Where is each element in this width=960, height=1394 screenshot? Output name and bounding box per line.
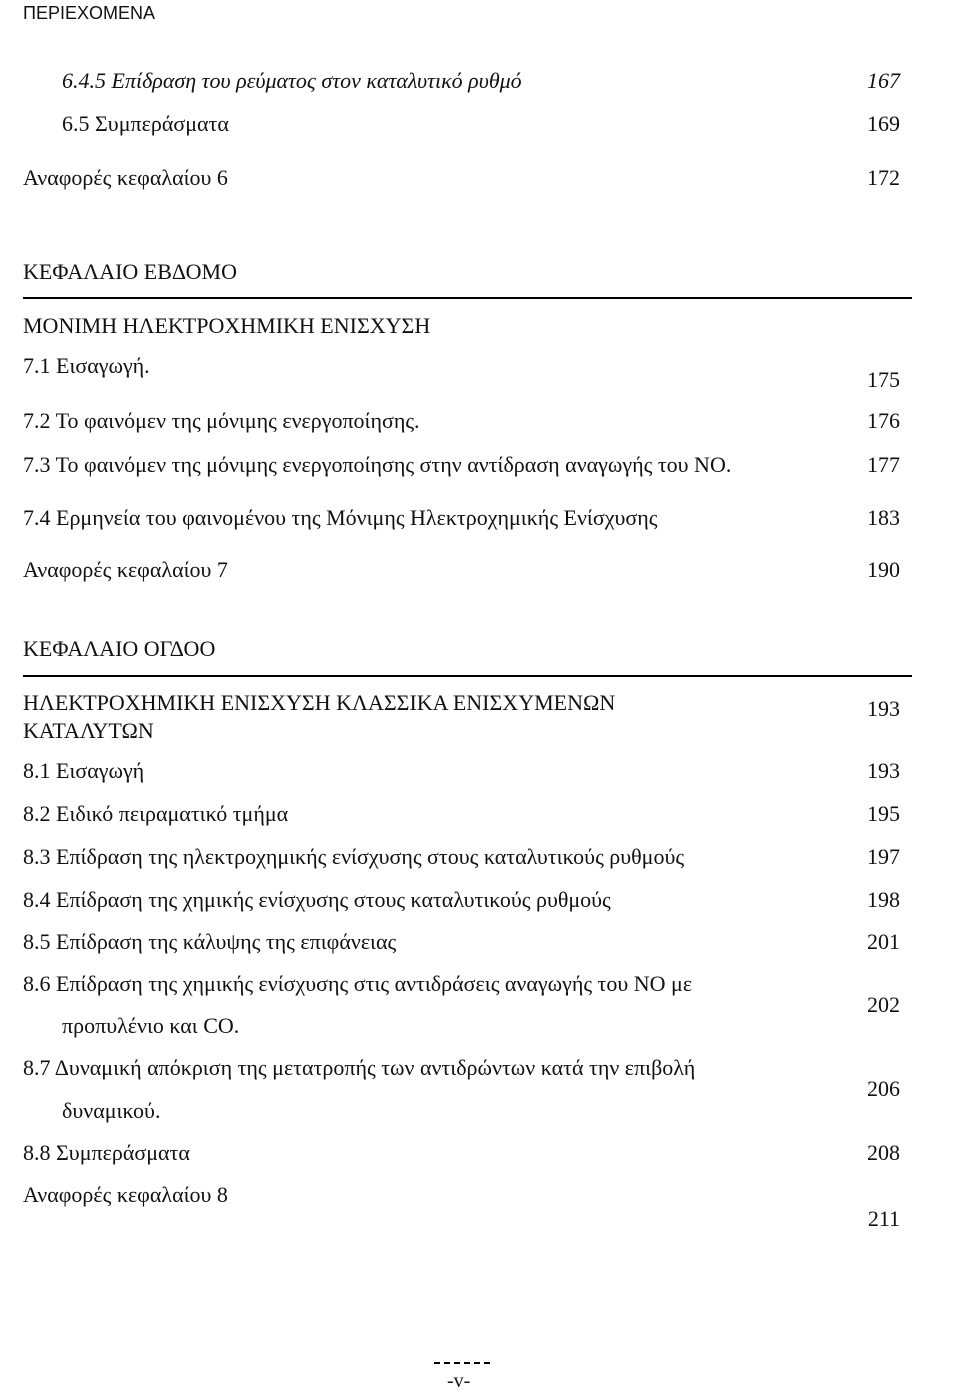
toc-entry-7-4-label: 7.4 Ερμηνεία του φαινομένου της Μόνιμης Ηλεκτροχημικής Ενίσχυσης	[23, 505, 658, 530]
toc-entry-7-2-page: 176	[867, 408, 900, 433]
chapter-8-title-page: 193	[867, 696, 900, 721]
toc-entry-8-6-page: 202	[867, 992, 900, 1017]
toc-entry-8-5-label: 8.5 Επίδραση της κάλυψης της επιφάνειας	[23, 929, 397, 954]
toc-entry-8-8-label: 8.8 Συμπεράσματα	[23, 1140, 190, 1165]
toc-entry-8-7-page: 206	[867, 1076, 900, 1101]
toc-entry-refs-8-page: 211	[867, 1206, 900, 1231]
toc-entry-8-6-label-cont: προπυλένιο και CO.	[62, 1013, 240, 1038]
toc-entry-8-3-page: 197	[867, 844, 900, 869]
toc-entry-refs-7-label: Αναφορές κεφαλαίου 7	[23, 557, 228, 582]
toc-entry-8-8-page: 208	[867, 1140, 900, 1165]
page-header-title: ΠΕΡΙΕΧΟΜΕΝΑ	[23, 3, 156, 23]
chapter-8-heading: ΚΕΦΑΛΑΙΟ ΟΓΔΟΟ	[23, 636, 216, 661]
chapter-8-divider	[23, 675, 912, 677]
toc-entry-8-1-label: 8.1 Εισαγωγή	[23, 758, 145, 783]
toc-entry-8-4-page: 198	[867, 887, 900, 912]
toc-entry-7-3-label: 7.3 Το φαινόμεν της μόνιμης ενεργοποίησης στην αντίδραση αναγωγής του ΝΟ.	[23, 452, 732, 477]
toc-entry-6-5-page: 169	[867, 111, 900, 136]
toc-entry-8-5-page: 201	[867, 929, 900, 954]
toc-entry-6-4-5-label: 6.4.5 Επίδραση του ρεύματος στον καταλυτικό ρυθμό	[62, 68, 522, 93]
toc-entry-8-3-label: 8.3 Επίδραση της ηλεκτροχημικής ενίσχυσης στους καταλυτικούς ρυθμούς	[23, 844, 685, 869]
toc-entry-7-2-label: 7.2 Το φαινόμεν της μόνιμης ενεργοποίησης.	[23, 408, 420, 433]
footer-divider	[434, 1362, 490, 1364]
toc-entry-8-2-label: 8.2 Ειδικό πειραματικό τμήμα	[23, 801, 289, 826]
toc-entry-8-2-page: 195	[867, 801, 900, 826]
chapter-7-title: ΜΟΝΙΜΗ ΗΛΕΚΤΡΟΧΗΜΙΚΗ ΕΝΙΣΧΥΣΗ	[23, 313, 431, 338]
toc-entry-refs-6-label: Αναφορές κεφαλαίου 6	[23, 165, 228, 190]
toc-entry-7-1-page: 175	[867, 367, 900, 392]
toc-entry-8-6-label: 8.6 Επίδραση της χημικής ενίσχυσης στις αντιδράσεις αναγωγής του ΝΟ με	[23, 971, 693, 996]
toc-entry-8-4-label: 8.4 Επίδραση της χημικής ενίσχυσης στους καταλυτικούς ρυθμούς	[23, 887, 611, 912]
toc-entry-7-3-page: 177	[867, 452, 900, 477]
toc-entry-7-4-page: 183	[867, 505, 900, 530]
footer-page-number: -v-	[447, 1370, 471, 1392]
toc-entry-7-1-label: 7.1 Εισαγωγή.	[23, 353, 150, 378]
toc-entry-refs-7-page: 190	[867, 557, 900, 582]
toc-entry-refs-8-label: Αναφορές κεφαλαίου 8	[23, 1182, 228, 1207]
toc-entry-6-5-label: 6.5 Συμπεράσματα	[62, 111, 229, 136]
chapter-8-title-line2: ΚΑΤΑΛΥΤΩΝ	[23, 718, 154, 743]
chapter-7-heading: ΚΕΦΑΛΑΙΟ ΕΒΔΟΜΟ	[23, 259, 237, 284]
toc-entry-8-7-label-cont: δυναμικού.	[62, 1098, 161, 1123]
toc-entry-6-4-5-page: 167	[867, 68, 900, 93]
toc-entry-8-1-page: 193	[867, 758, 900, 783]
toc-entry-8-7-label: 8.7 Δυναμική απόκριση της μετατροπής των αντιδρώντων κατά την επιβολή	[23, 1055, 696, 1080]
chapter-7-divider	[23, 297, 912, 299]
toc-entry-refs-6-page: 172	[867, 165, 900, 190]
chapter-8-title-line1: ΗΛΕΚΤΡΟΧΗΜΙΚΗ ΕΝΙΣΧΥΣΗ ΚΛΑΣΣΙΚΑ ΕΝΙΣΧΥΜΕΝΩΝ	[23, 690, 616, 715]
